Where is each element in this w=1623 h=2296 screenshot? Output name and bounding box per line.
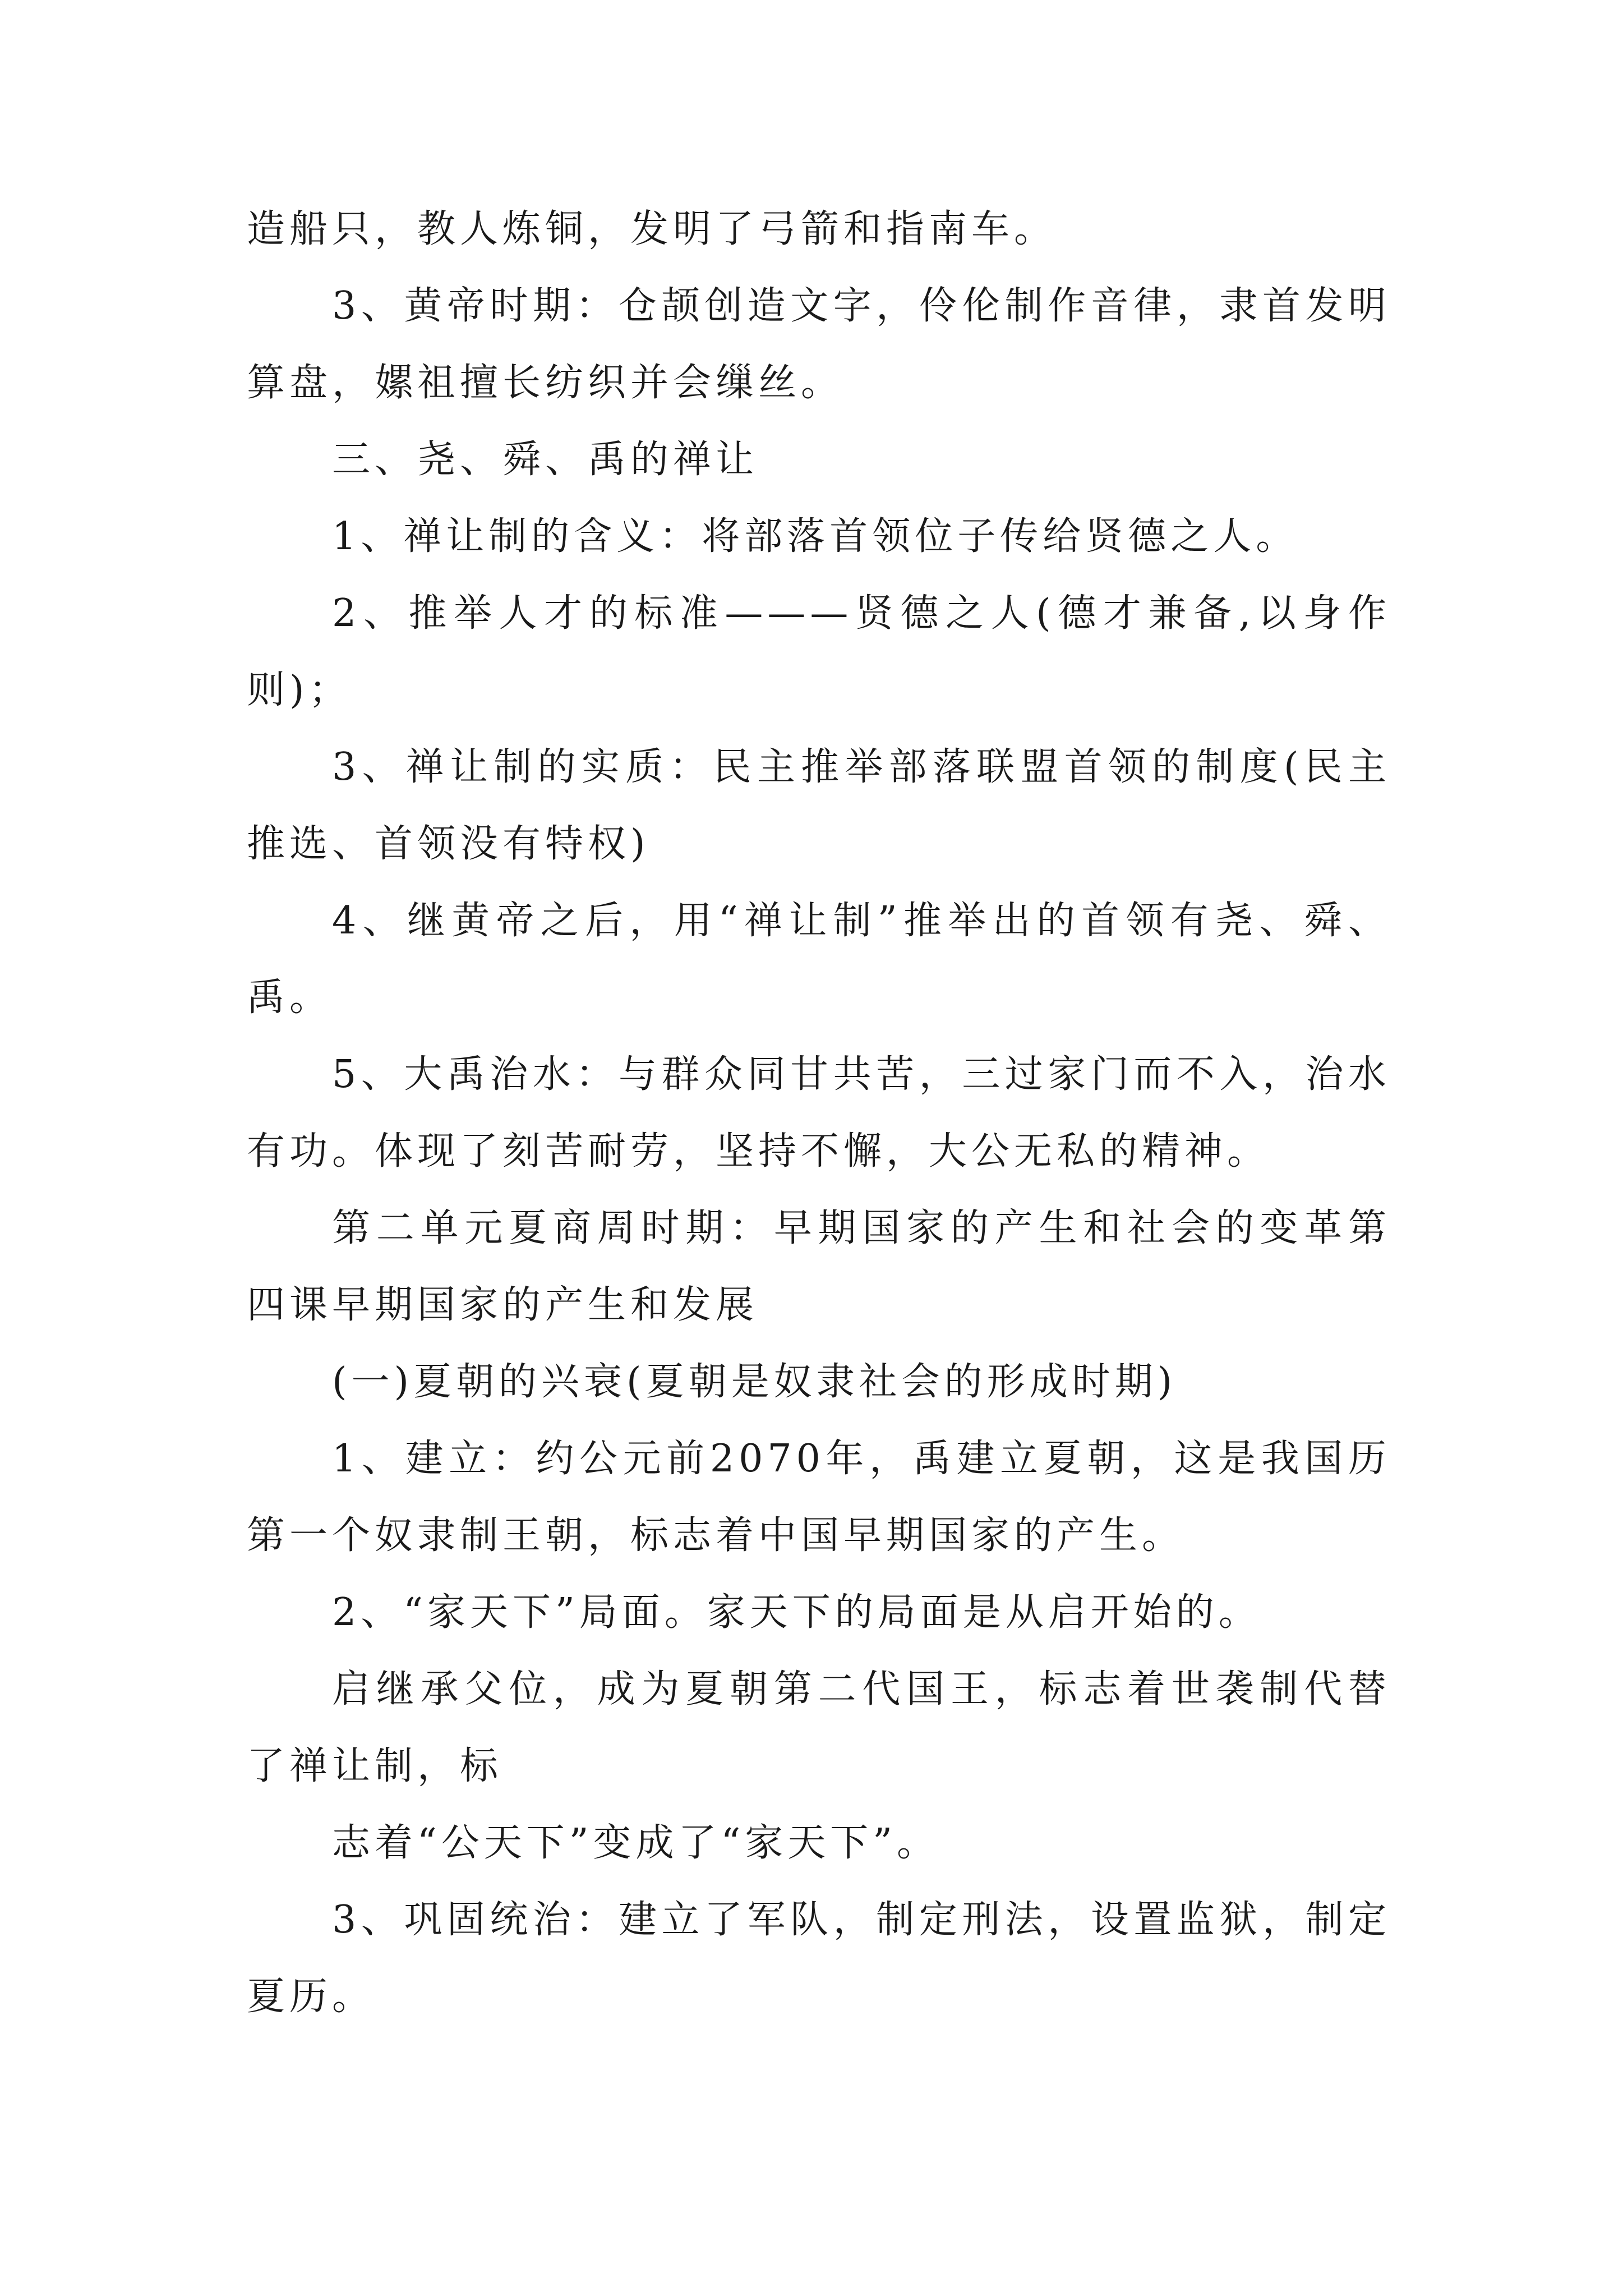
paragraph-11: 1、建立：约公元前2070年，禹建立夏朝，这是我国历第一个奴隶制王朝，标志着中国早期国家的产生。 [247, 1437, 1391, 1558]
paragraph-15: 3、巩固统治：建立了军队，制定刑法，设置监狱，制定夏历。 [247, 1898, 1391, 2019]
document-body [247, 191, 1391, 2035]
paragraph-12: 2、“家天下”局面。家天下的局面是从启开始的。 [332, 1590, 1261, 1635]
section-heading-3: 三、尧、舜、禹的禅让 [332, 438, 759, 482]
paragraph-4: 1、禅让制的含义：将部落首领位子传给贤德之人。 [332, 514, 1299, 559]
subsection-heading: (一)夏朝的兴衰(夏朝是奴隶社会的形成时期) [332, 1360, 1177, 1404]
paragraph-7: 4、继黄帝之后，用“禅让制”推举出的首领有尧、舜、禹。 [247, 899, 1391, 1020]
paragraph-2: 3、黄帝时期：仓颉创造文字，伶伦制作音律，隶首发明算盘，嫘祖擅长纺织并会缫丝。 [247, 284, 1391, 405]
paragraph-5: 2、推举人才的标准———贤德之人(德才兼备,以身作则)； [247, 591, 1391, 712]
paragraph-14: 志着“公天下”变成了“家天下”。 [332, 1821, 940, 1865]
paragraph-6: 3、禅让制的实质：民主推举部落联盟首领的制度(民主推选、首领没有特权) [247, 745, 1391, 866]
paragraph-13: 启继承父位，成为夏朝第二代国王，标志着世袭制代替了禅让制，标 [247, 1667, 1391, 1788]
unit-heading: 第二单元夏商周时期：早期国家的产生和社会的变革第四课早期国家的产生和发展 [247, 1206, 1391, 1327]
paragraph-8: 5、大禹治水：与群众同甘共苦，三过家门而不入，治水有功。体现了刻苦耐劳，坚持不懈，大公无私的精神。 [247, 1052, 1391, 1174]
paragraph-1: 造船只，教人炼铜，发明了弓箭和指南车。 [247, 207, 1057, 251]
